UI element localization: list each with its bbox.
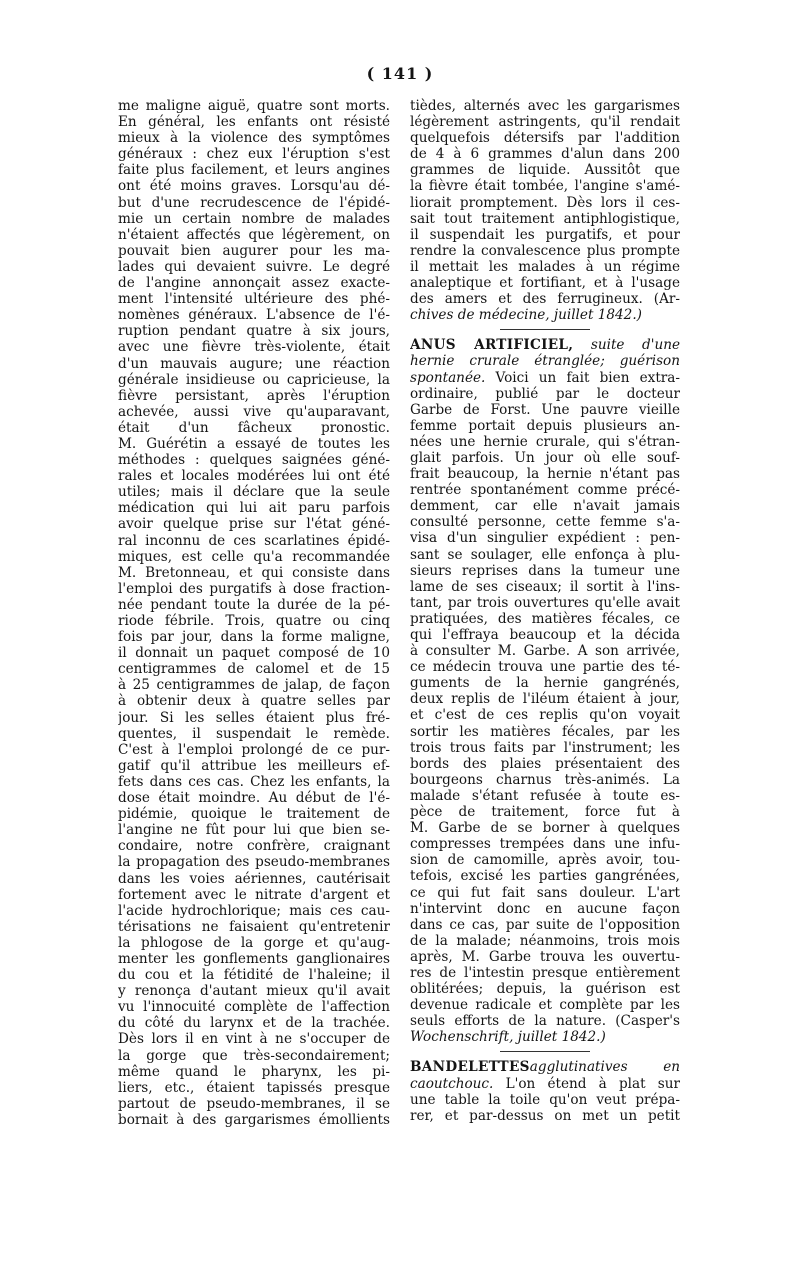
text-line: ruption pendant quatre à six jours, bbox=[118, 323, 390, 340]
text-line: tièdes, alternés avec les gargarismes bbox=[410, 98, 680, 114]
text-line: demment, car elle n'avait jamais bbox=[410, 498, 680, 515]
text-line: dans ce cas, par suite de l'opposition bbox=[410, 916, 680, 933]
text-line: condaire, notre confrère, craignant bbox=[118, 838, 390, 855]
text-line: centigrammes de calomel et de 15 bbox=[118, 661, 390, 678]
text-line: dans les voies aériennes, cautérisait bbox=[118, 870, 390, 887]
text-line: achevée, aussi vive qu'auparavant, bbox=[118, 403, 390, 420]
text-line: liorait promptement. Dès lors il ces- bbox=[410, 194, 680, 211]
text-line: générale insidieuse ou capricieuse, la bbox=[118, 371, 390, 388]
text-line: res de l'intestin presque entièrement bbox=[410, 964, 680, 981]
text-line: d'un mauvais augure; une réaction bbox=[118, 355, 390, 372]
text-line: née pendant toute la durée de la pé- bbox=[118, 596, 390, 613]
anus-first-line bbox=[410, 370, 680, 386]
text-line: lame de ses ciseaux; il sortit à l'ins- bbox=[410, 578, 680, 595]
anus-body bbox=[410, 386, 680, 1030]
band-subtitle-1: agglutinatives en bbox=[529, 1059, 680, 1076]
text-line: bourgeons charnus très-animés. La bbox=[410, 771, 680, 788]
section-divider bbox=[500, 1051, 590, 1052]
text-line: me maligne aiguë, quatre sont morts. bbox=[118, 98, 390, 114]
left-column bbox=[118, 98, 390, 1128]
text-line: la fièvre était tombée, l'angine s'amé- bbox=[410, 178, 680, 195]
text-line: tefois, excisé les parties gangrénées, bbox=[410, 868, 680, 885]
text-line: y renonça d'autant mieux qu'il avait bbox=[118, 983, 390, 1000]
text-line: térisations ne faisaient qu'entretenir bbox=[118, 918, 390, 935]
text-line: il suspendait les purgatifs, et pour bbox=[410, 226, 680, 243]
text-line: visa d'un singulier expédient : pen- bbox=[410, 530, 680, 547]
text-line: En général, les enfants ont résisté bbox=[118, 114, 390, 131]
text-line: était d'un fâcheux pronostic. bbox=[118, 419, 390, 436]
text-line: fièvre persistant, après l'éruption bbox=[118, 387, 390, 404]
text-line: gatif qu'il attribue les meilleurs ef- bbox=[118, 757, 390, 774]
text-line: l'emploi des purgatifs à dose fraction- bbox=[118, 580, 390, 597]
text-line: liers, etc., étaient tapissés presque bbox=[118, 1079, 390, 1096]
text-line: fets dans ces cas. Chez les enfants, la bbox=[118, 773, 390, 790]
anus-title: ANUS ARTIFICIEL, bbox=[410, 337, 574, 354]
anus-subtitle-1: suite d'une bbox=[590, 337, 680, 354]
text-line: à obtenir deux à quatre selles par bbox=[118, 693, 390, 710]
text-line: but d'une recrudescence de l'épidé- bbox=[118, 194, 390, 211]
text-line: sieurs reprises dans la tumeur une bbox=[410, 562, 680, 579]
intro-source: chives de médecine, juillet 1842.) bbox=[410, 307, 642, 324]
text-line: même quand le pharynx, les pi- bbox=[118, 1063, 390, 1080]
text-line: mie un certain nombre de malades bbox=[118, 210, 390, 227]
text-line: pèce de traitement, force fut à bbox=[410, 804, 680, 821]
text-line: quentes, il suspendait le remède. bbox=[118, 725, 390, 742]
text-line: C'est à l'emploi prolongé de ce pur- bbox=[118, 741, 390, 758]
text-line: nées une hernie crurale, qui s'étran- bbox=[410, 433, 680, 450]
text-line: devenue radicale et complète par les bbox=[410, 997, 680, 1014]
text-line: bornait à des gargarismes émollients bbox=[118, 1111, 390, 1128]
band-body bbox=[410, 1092, 680, 1124]
text-line: fortement avec le nitrate d'argent et bbox=[118, 886, 390, 903]
band-first-text: L'on étend à plat sur bbox=[505, 1075, 680, 1092]
text-line: miques, est celle qu'a recommandée bbox=[118, 548, 390, 565]
text-line: seuls efforts de la nature. (Casper's bbox=[410, 1013, 680, 1030]
text-line: riode fébrile. Trois, quatre ou cinq bbox=[118, 613, 390, 629]
text-line: bords des plaies présentaient des bbox=[410, 755, 680, 772]
text-line: trois trous faits par l'instrument; les bbox=[410, 739, 680, 756]
text-line: Garbe de Forst. Une pauvre vieille bbox=[410, 401, 680, 418]
text-line: avec une fièvre très-violente, était bbox=[118, 339, 390, 356]
text-line: ordinaire, publié par le docteur bbox=[410, 385, 680, 402]
text-line: sant se soulager, elle enfonça à plu- bbox=[410, 546, 680, 563]
text-line: dose était moindre. Au début de l'é- bbox=[118, 790, 390, 807]
text-line: deux replis de l'iléum étaient à jour, bbox=[410, 691, 680, 708]
text-line: femme portait depuis plusieurs an- bbox=[410, 417, 680, 434]
text-line: tant, par trois ouvertures qu'elle avait bbox=[410, 594, 680, 611]
text-line: méthodes : quelques saignées géné- bbox=[118, 452, 390, 469]
text-line: rales et locales modérées lui ont été bbox=[118, 468, 390, 485]
text-line: menter les gonflements ganglionaires bbox=[118, 950, 390, 967]
intro-continuation bbox=[410, 98, 680, 307]
text-line: qui l'effraya beaucoup et la décida bbox=[410, 627, 680, 643]
right-column bbox=[410, 98, 680, 1124]
text-line: glait parfois. Un jour où elle souf- bbox=[410, 449, 680, 466]
band-title: BANDELETTES bbox=[410, 1059, 530, 1076]
text-line: utiles; mais il déclare que la seule bbox=[118, 484, 390, 501]
anus-first-text: Voici un fait bien extra- bbox=[495, 369, 680, 386]
text-line: consulté personne, cette femme s'a- bbox=[410, 514, 680, 531]
text-line: malade s'étant refusée à toute es- bbox=[410, 787, 680, 804]
text-line: lades qui devaient suivre. Le degré bbox=[118, 258, 390, 275]
text-line: la phlogose de la gorge et qu'aug- bbox=[118, 934, 390, 951]
text-line: Dès lors il en vint à ne s'occuper de bbox=[118, 1031, 390, 1048]
text-line: M. Bretonneau, et qui consiste dans bbox=[118, 564, 390, 581]
text-line: de 4 à 6 grammes d'alun dans 200 bbox=[410, 146, 680, 163]
text-line: de la malade; néanmoins, trois mois bbox=[410, 932, 680, 949]
text-line: ment l'intensité ultérieure des phé- bbox=[118, 291, 390, 308]
text-line: guments de la hernie gangrénés, bbox=[410, 675, 680, 692]
text-line: généraux : chez eux l'éruption s'est bbox=[118, 146, 390, 163]
text-line: jour. Si les selles étaient plus fré- bbox=[118, 709, 390, 726]
text-line: à consulter M. Garbe. A son arrivée, bbox=[410, 643, 680, 660]
text-line: n'intervint donc en aucune façon bbox=[410, 900, 680, 917]
text-line: rendre la convalescence plus prompte bbox=[410, 242, 680, 259]
page-number: ( 141 ) bbox=[366, 64, 434, 83]
anus-subtitle-2: hernie crurale étranglée; guérison bbox=[410, 353, 680, 370]
anus-source: Wochenschrift, juillet 1842.) bbox=[410, 1029, 606, 1046]
text-line: médication qui lui ait paru parfois bbox=[118, 500, 390, 517]
text-line: la gorge que très-secondairement; bbox=[118, 1047, 390, 1064]
text-line: partout de pseudo-membranes, il se bbox=[118, 1095, 390, 1112]
text-line: après, M. Garbe trouva les ouvertu- bbox=[410, 948, 680, 965]
text-line: des amers et des ferrugineux. (Ar- bbox=[410, 291, 680, 308]
text-line: n'étaient affectés que légèrement, on bbox=[118, 226, 390, 243]
text-line: l'angine ne fût pour lui que bien se- bbox=[118, 822, 390, 839]
section-divider bbox=[500, 329, 590, 330]
text-line: analeptique et fortifiant, et à l'usage bbox=[410, 275, 680, 292]
text-line: pouvait bien augurer pour les ma- bbox=[118, 242, 390, 259]
text-line: pidémie, quoique le traitement de bbox=[118, 806, 390, 823]
text-line: du côté du larynx et de la trachée. bbox=[118, 1015, 390, 1032]
band-heading-line bbox=[410, 1059, 680, 1075]
text-line: quelquefois détersifs par l'addition bbox=[410, 130, 680, 147]
text-line: pratiquées, des matières fécales, ce bbox=[410, 610, 680, 627]
text-line: de l'angine annonçait assez exacte- bbox=[118, 275, 390, 292]
text-line: du cou et la fétidité de l'haleine; il bbox=[118, 967, 390, 984]
text-line: sait tout traitement antiphlogistique, bbox=[410, 210, 680, 227]
band-subtitle-2: caoutchouc. bbox=[410, 1075, 494, 1092]
text-line: oblitérées; depuis, la guérison est bbox=[410, 981, 680, 998]
text-line: légèrement astringents, qu'il rendait bbox=[410, 114, 680, 131]
text-line: rentrée spontanément comme précé- bbox=[410, 482, 680, 499]
text-line: nomènes généraux. L'absence de l'é- bbox=[118, 307, 390, 324]
text-line: il donnait un paquet composé de 10 bbox=[118, 645, 390, 662]
text-line: l'acide hydrochlorique; mais ces cau- bbox=[118, 902, 390, 919]
text-line: frait beaucoup, la hernie n'étant pas bbox=[410, 466, 680, 483]
text-line: vu l'innocuité complète de l'affection bbox=[118, 999, 390, 1016]
text-line: une table la toile qu'on veut prépa- bbox=[410, 1091, 680, 1108]
text-line: ont été moins graves. Lorsqu'au dé- bbox=[118, 178, 390, 195]
text-line: sion de camomille, après avoir, tou- bbox=[410, 852, 680, 869]
text-line: mieux à la violence des symptômes bbox=[118, 130, 390, 147]
text-line: ral inconnu de ces scarlatines épidé- bbox=[118, 532, 390, 549]
text-line: il mettait les malades à un régime bbox=[410, 258, 680, 275]
text-line: à 25 centigrammes de jalap, de façon bbox=[118, 677, 390, 694]
text-line: compresses trempées dans une infu- bbox=[410, 836, 680, 853]
text-line: M. Garbe de se borner à quelques bbox=[410, 820, 680, 837]
text-line: sortir les matières fécales, par les bbox=[410, 723, 680, 740]
text-line: fois par jour, dans la forme maligne, bbox=[118, 629, 390, 646]
text-line: et c'est de ces replis qu'on voyait bbox=[410, 707, 680, 724]
text-line: avoir quelque prise sur l'état géné- bbox=[118, 516, 390, 533]
text-line: ce qui fut fait sans douleur. L'art bbox=[410, 884, 680, 901]
anus-subtitle-3: spontanée. bbox=[410, 369, 486, 386]
text-line: grammes de liquide. Aussitôt que bbox=[410, 162, 680, 179]
text-line: ce médecin trouva une partie des té- bbox=[410, 659, 680, 676]
intro-source-line bbox=[410, 307, 680, 323]
band-first-line bbox=[410, 1076, 680, 1092]
text-line: faite plus facilement, et leurs angines bbox=[118, 162, 390, 179]
text-line: M. Guérétin a essayé de toutes les bbox=[118, 435, 390, 452]
text-line: la propagation des pseudo-membranes bbox=[118, 854, 390, 871]
anus-heading-line bbox=[410, 337, 680, 353]
text-line: rer, et par-dessus on met un petit bbox=[410, 1107, 680, 1124]
